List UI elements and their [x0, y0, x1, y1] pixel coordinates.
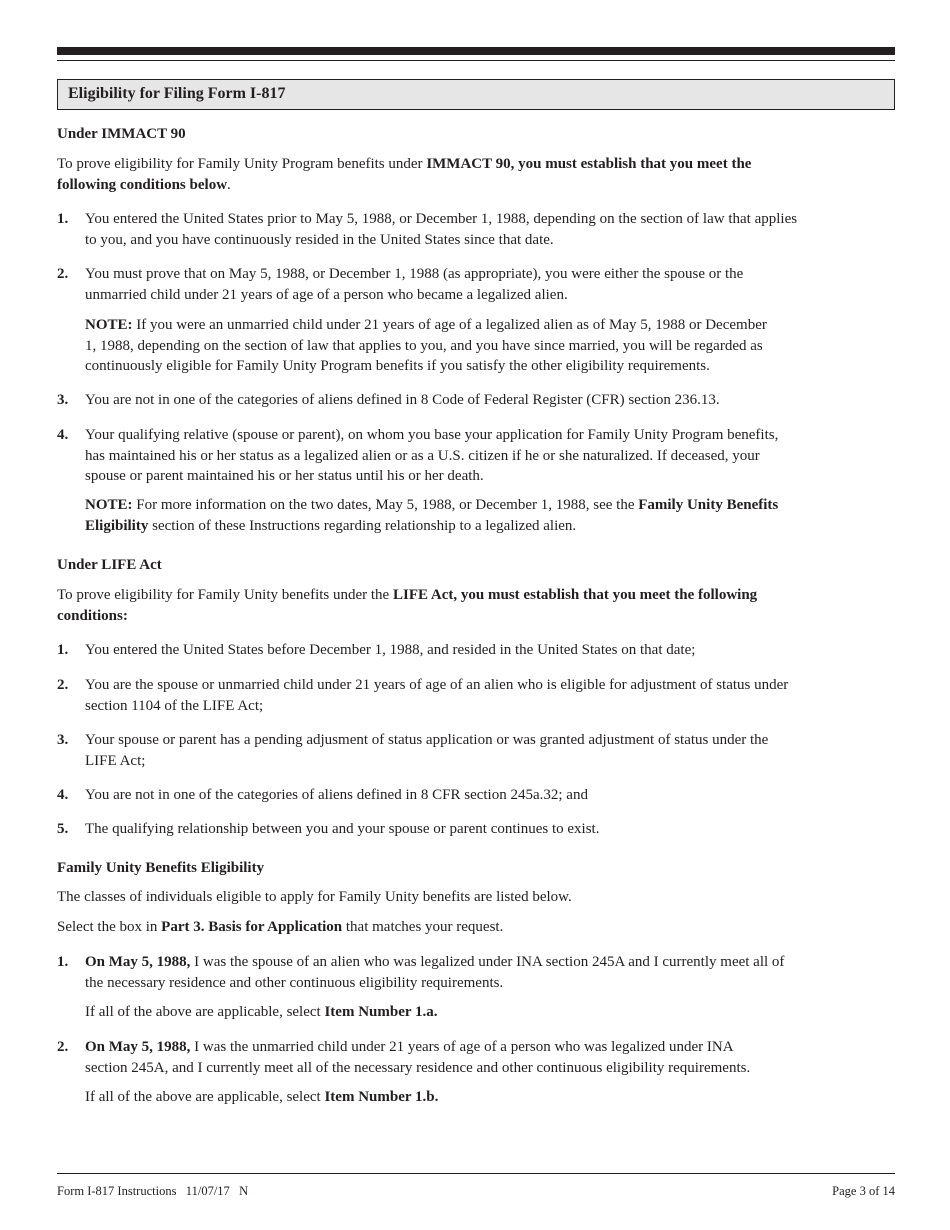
immact-heading: Under IMMACT 90: [57, 126, 186, 142]
life-intro: To prove eligibility for Family Unity benefits under the LIFE Act, you must establish that you meet the following conditions:: [57, 587, 758, 624]
section-header: [57, 79, 895, 110]
life-heading: Under LIFE Act: [57, 557, 162, 573]
immact-note-1: NOTE: If you were an unmarried child under 21 years of age of a legalized alien as of May 5, 1988 or December 1, 1988, depending on the section of law that applies to you, and you have since married, you will be regarded as continuously eligible for Family Unity Program benefits if you satisfy the other eligibility requirements.: [85, 317, 767, 374]
benefits-heading: Family Unity Benefits Eligibility: [57, 860, 265, 876]
benefits-para-1: The classes of individuals eligible to apply for Family Unity benefits are listed below.: [57, 889, 572, 905]
benefits-item-2-select: If all of the above are applicable, select Item Number 1.b.: [85, 1089, 439, 1105]
benefits-para-2: Select the box in Part 3. Basis for Application that matches your request.: [57, 919, 504, 935]
footer-page-number: Page 3 of 14: [832, 1184, 895, 1198]
immact-intro: To prove eligibility for Family Unity Program benefits under IMMACT 90, you must establish that you meet the following conditions below.: [57, 156, 752, 193]
top-thick-rule: [57, 47, 895, 55]
immact-note-2: NOTE: For more information on the two dates, May 5, 1988, or December 1, 1988, see the Family Unity Benefits Eligibility section of these Instructions regarding relationship to a legalized alien.: [85, 497, 779, 534]
top-thin-rule: [57, 60, 895, 61]
footer-rule: [57, 1173, 895, 1174]
footer-form-id: Form I-817 Instructions 11/07/17 N: [57, 1184, 249, 1198]
section-title: Eligibility for Filing Form I-817: [68, 85, 286, 102]
benefits-item-1-select: If all of the above are applicable, select Item Number 1.a.: [85, 1004, 438, 1020]
